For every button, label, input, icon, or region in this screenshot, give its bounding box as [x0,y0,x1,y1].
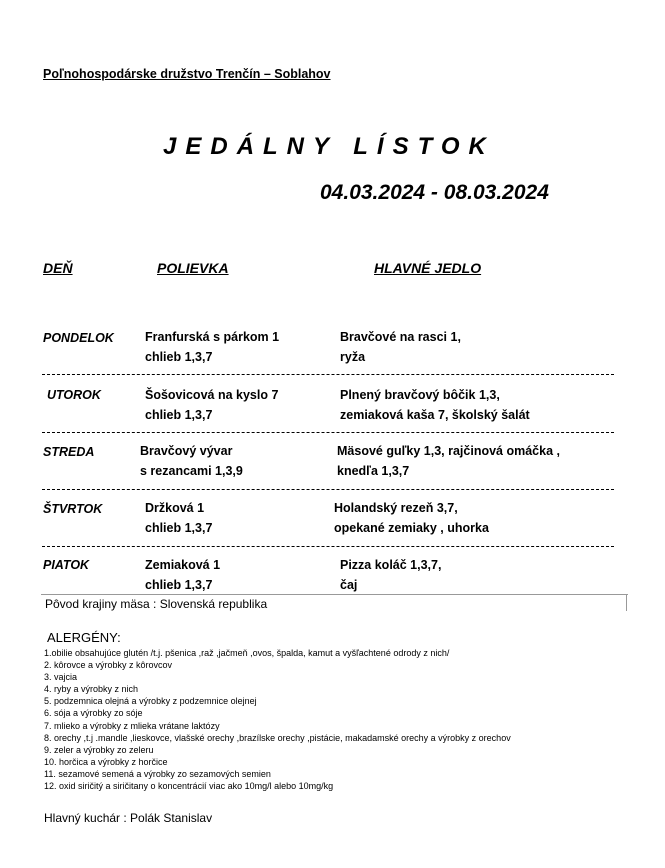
allergen-item: 9. zeler a výrobky zo zeleru [44,744,154,755]
allergens-heading: ALERGÉNY: [47,630,121,645]
main-dish-line: zemiaková kaša 7, školský šalát [340,408,530,422]
allergen-item: 1.obilie obsahujúce glutén /t.j. pšenica ,raž ,jačmeň ,ovos, špalda, kamut a vyšľachtené odrody z nich/ [44,648,450,658]
soup-line: Franfurská s párkom 1 [145,330,280,344]
main-dish-line: Mäsové guľky 1,3, rajčinová omáčka , [337,444,560,458]
origin-divider [41,594,628,595]
main-dish-line: Holandský rezeň 3,7, [334,501,458,515]
row-divider [42,546,614,547]
day-label: PONDELOK [43,331,114,345]
soup-line: chlieb 1,3,7 [145,521,213,535]
column-header-day: DEŇ [43,260,73,276]
day-label: STREDA [43,445,95,459]
main-dish-line: opekané zemiaky , uhorka [334,521,489,535]
soup-line: Šošovicová na kyslo 7 [145,388,279,402]
main-dish-line: knedľa 1,3,7 [337,464,410,478]
main-dish-line: Pizza koláč 1,3,7, [340,558,442,572]
soup-line: chlieb 1,3,7 [145,408,213,422]
column-header-soup: POLIEVKA [157,260,229,276]
soup-line: s rezancami 1,3,9 [140,464,243,478]
day-label: UTOROK [47,388,101,402]
soup-line: Držková 1 [145,501,205,515]
soup-line: chlieb 1,3,7 [145,350,213,364]
allergen-item: 2. kôrovce a výrobky z kôrovcov [44,660,173,671]
head-chef: Hlavný kuchár : Polák Stanislav [44,811,213,825]
meat-origin-note: Pôvod krajiny mäsa : Slovenská republika [45,597,268,611]
allergen-item: 10. horčica a výrobky z horčice [44,756,168,767]
organization-name: Poľnohospodárske družstvo Trenčín – Soblahov [43,67,331,81]
allergen-item: 5. podzemnica olejná a výrobky z podzemnice olejnej [44,696,257,707]
soup-line: chlieb 1,3,7 [145,578,213,592]
allergen-item: 4. ryby a výrobky z nich [44,684,139,695]
row-divider [42,374,614,375]
main-dish-line: ryža [340,350,366,364]
main-dish-line: Plnený bravčový bôčik 1,3, [340,388,500,402]
row-divider [42,432,614,433]
allergen-list [44,647,511,792]
origin-divider-edge [626,594,627,611]
page-title: JEDÁLNY LÍSTOK [163,133,495,160]
allergen-item: 12. oxid siričitý a siričitany o koncentrácií viac ako 10mg/l alebo 10mg/kg [44,781,334,792]
row-divider [42,489,614,490]
allergen-item: 3. vajcia [44,672,78,683]
main-dish-line: Bravčové na rasci 1, [340,330,461,344]
day-label: ŠTVRTOK [43,502,103,516]
allergen-item: 8. orechy ,t.j .mandle ,lieskovce, vlašské orechy ,brazílske orechy ,pistácie, makadamské orechy a výrobky z orechov [44,732,511,743]
allergen-item: 7. mlieko a výrobky z mlieka vrátane laktózy [44,720,220,731]
allergen-item: 11. sezamové semená a výrobky zo sezamových semien [44,768,271,779]
date-range: 04.03.2024 - 08.03.2024 [320,181,549,204]
main-dish-line: čaj [340,578,358,592]
soup-line: Bravčový vývar [140,444,233,458]
soup-line: Zemiaková 1 [145,558,221,572]
day-label: PIATOK [43,558,90,572]
allergen-item: 6. sója a výrobky zo sóje [44,708,143,719]
column-header-main: HLAVNÉ JEDLO [374,260,482,276]
